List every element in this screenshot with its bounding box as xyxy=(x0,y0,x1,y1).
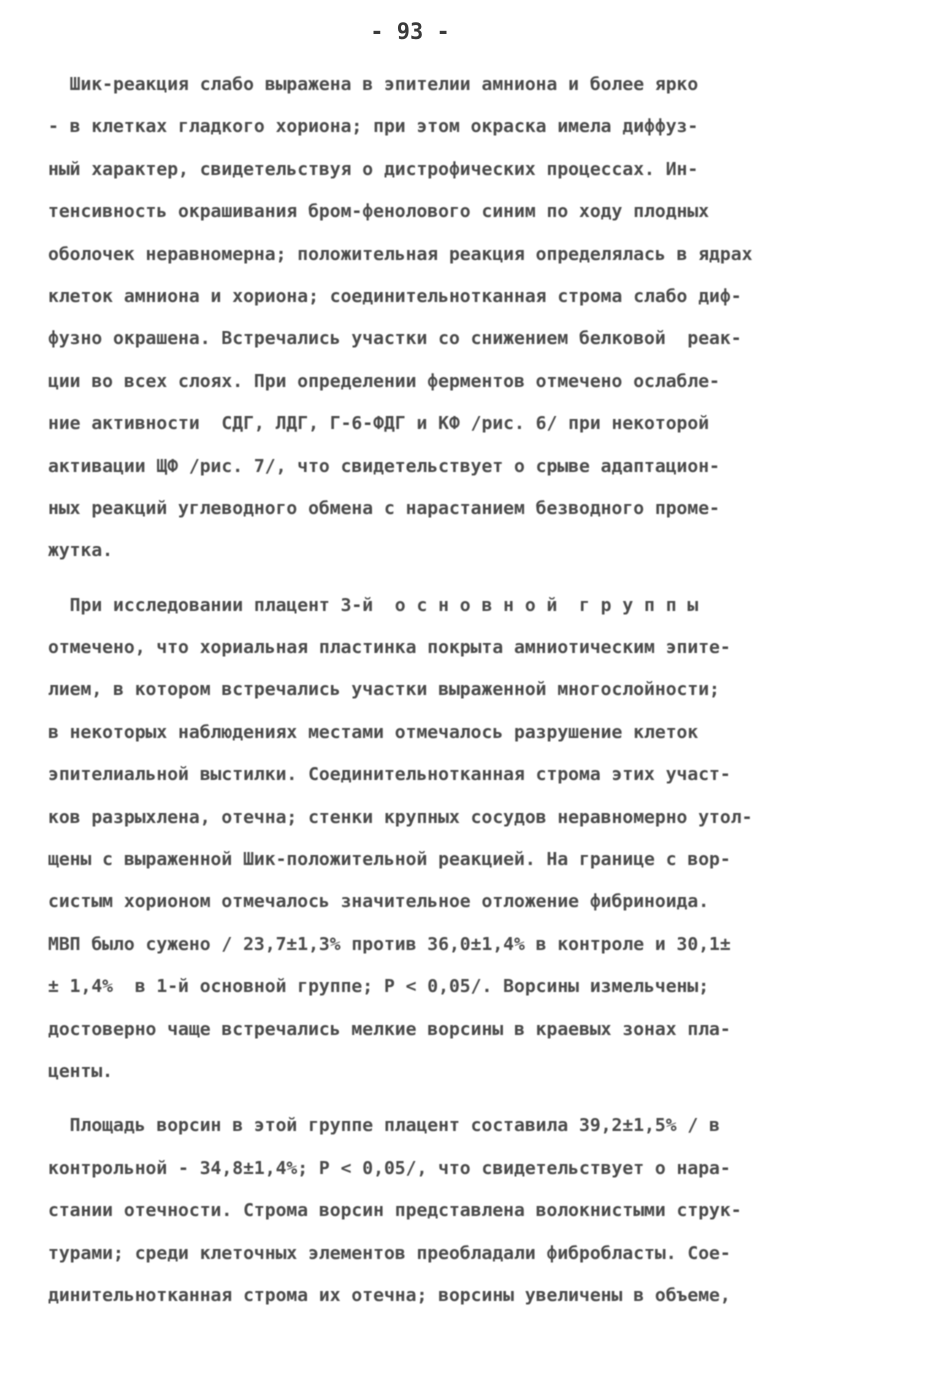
page-number: - 93 - xyxy=(370,20,450,45)
text-line: систым хорионом отмечалось значительное отложение фибриноида. xyxy=(48,891,710,913)
body-text xyxy=(48,64,898,1317)
text-line: - в клетках гладкого хориона; при этом окраска имела диффуз- xyxy=(48,116,699,138)
text-line: центы. xyxy=(48,1060,114,1082)
text-line: отмечено, что хориальная пластинка покрыта амниотическим эпите- xyxy=(48,637,731,659)
text-line: лием, в котором встречались участки выраженной многослойности; xyxy=(48,679,720,701)
text-line: фузно окрашена. Встречались участки со снижением белковой реак- xyxy=(48,328,742,350)
paragraph-gap xyxy=(48,573,898,585)
text-line: в некоторых наблюдениях местами отмечалось разрушение клеток xyxy=(48,721,699,743)
text-line: динительнотканная строма их отечна; ворсины увеличены в объеме, xyxy=(48,1284,731,1306)
text-line: оболочек неравномерна; положительная реакция определялась в ядрах xyxy=(48,243,753,265)
text-line: достоверно чаще встречались мелкие ворсины в краевых зонах пла- xyxy=(48,1018,731,1040)
text-line: контрольной - 34,8±1,4%; Р < 0,05/, что свидетельствует о нара- xyxy=(48,1157,731,1179)
text-line: эпителиальной выстилки. Соединительнотканная строма этих участ- xyxy=(48,764,731,786)
text-line: клеток амниона и хориона; соединительнотканная строма слабо диф- xyxy=(48,285,742,307)
text-line: ный характер, свидетельствуя о дистрофических процессах. Ин- xyxy=(48,158,699,180)
text-line: МВП было сужено / 23,7±1,3% против 36,0±1,4% в контроле и 30,1± xyxy=(48,933,731,955)
text-line: активации ЩФ /рис. 7/, что свидетельствует о срыве адаптацион- xyxy=(48,455,720,477)
paragraph-3 xyxy=(48,1105,898,1317)
text-line: турами; среди клеточных элементов преобладали фибробласты. Сое- xyxy=(48,1242,731,1264)
paragraph-2 xyxy=(48,585,898,1094)
text-line: Шик-реакция слабо выражена в эпителии амниона и более ярко xyxy=(48,74,699,95)
text-line: Площадь ворсин в этой группе плацент составила 39,2±1,5% / в xyxy=(48,1115,720,1137)
text-line: стании отечности. Строма ворсин представлена волокнистыми струк- xyxy=(48,1200,742,1222)
paragraph-gap xyxy=(48,1093,898,1105)
text-line: жутка. xyxy=(48,540,114,562)
text-line: ных реакций углеводного обмена с нарастанием безводного проме- xyxy=(48,497,720,519)
text-line: ции во всех слоях. При определении ферментов отмечено ослабле- xyxy=(48,370,720,392)
text-line: При исследовании плацент 3-й о с н о в н о й г р у п п ы xyxy=(48,594,699,616)
paragraph-1 xyxy=(48,64,898,573)
text-line: ков разрыхлена, отечна; стенки крупных сосудов неравномерно утол- xyxy=(48,806,753,828)
text-line: ± 1,4% в 1-й основной группе; Р < 0,05/. Ворсины измельчены; xyxy=(48,976,710,998)
text-line: щены с выраженной Шик-положительной реакцией. На границе с вор- xyxy=(48,849,731,871)
text-line: ние активности СДГ, ЛДГ, Г-6-ФДГ и КФ /рис. 6/ при некоторой xyxy=(48,413,710,435)
text-line: тенсивность окрашивания бром-фенолового синим по ходу плодных xyxy=(48,201,710,223)
